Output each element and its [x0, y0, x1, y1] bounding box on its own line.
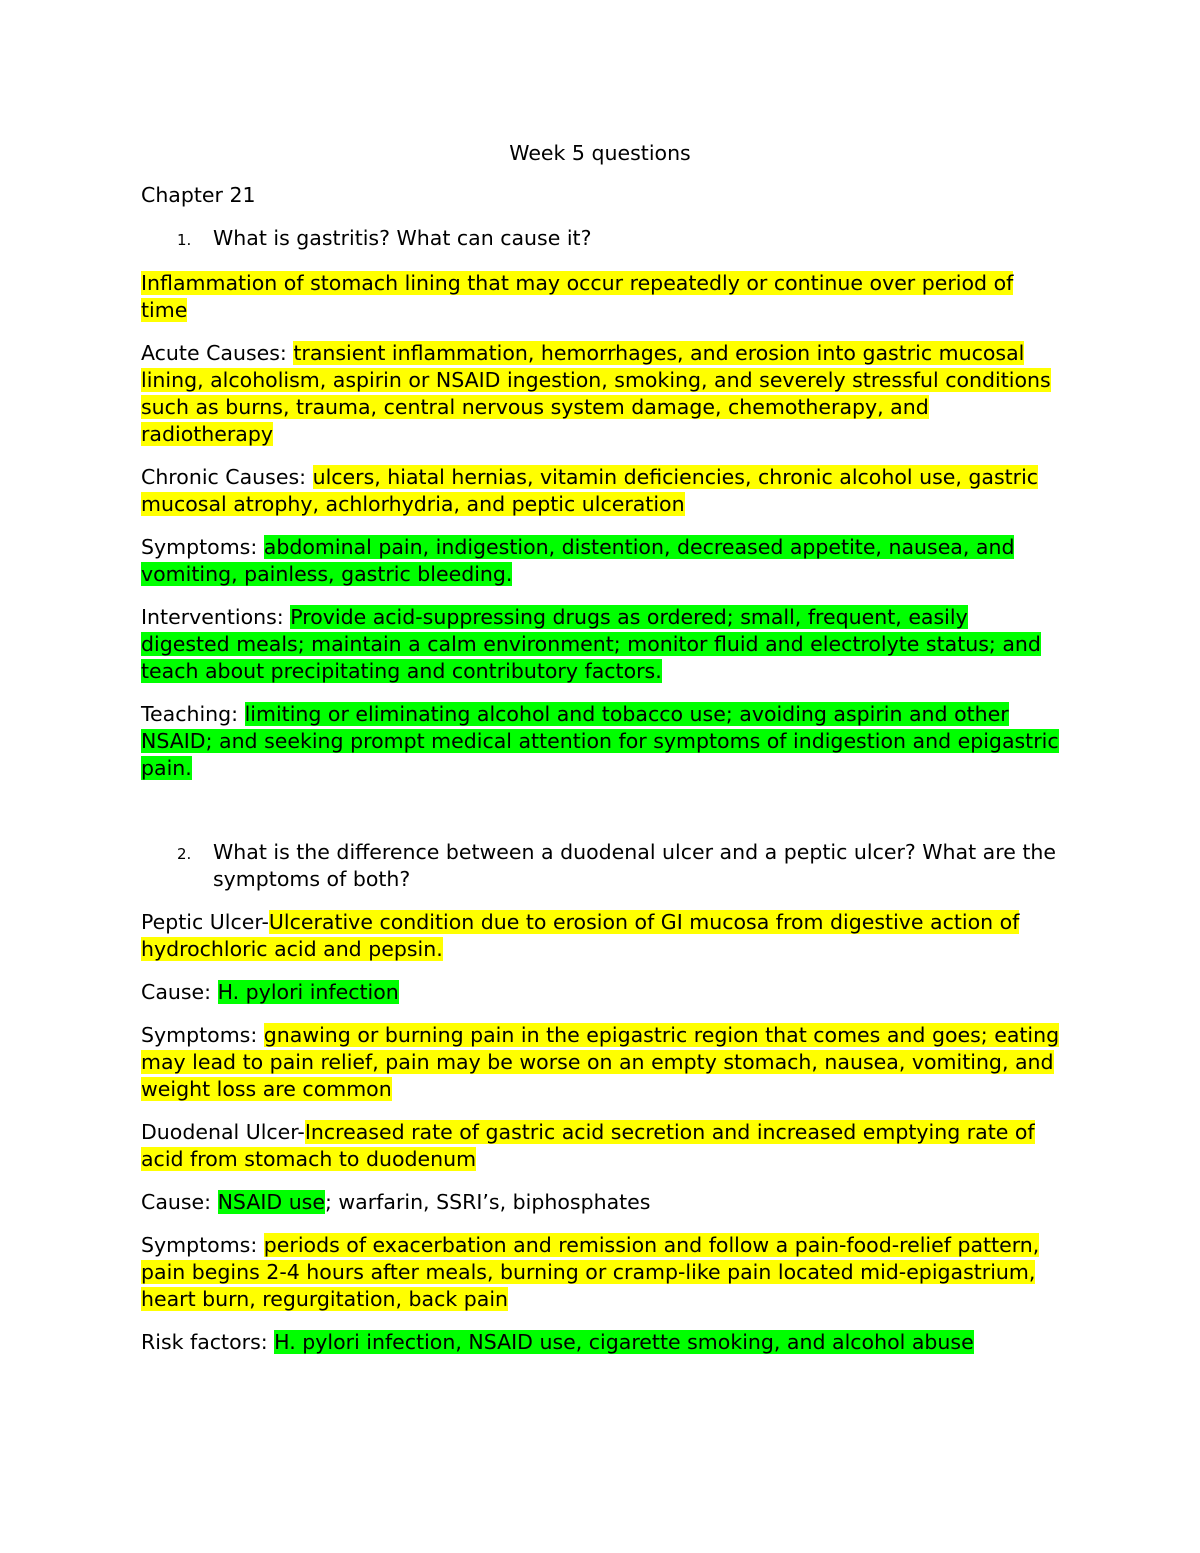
peptic-ulcer-definition	[141, 909, 1060, 963]
highlight-green: Provide acid-suppressing drugs as ordered; small, frequent, easily digested meals; maintain a calm environment; monitor fluid and electrolyte status; and teach about precipitating and contributory factors.	[141, 605, 1041, 683]
paragraph-label: Symptoms:	[141, 1023, 264, 1047]
paragraph-label: Cause:	[141, 1190, 218, 1214]
question-number: 1.	[177, 231, 192, 249]
paragraph-label: Interventions:	[141, 605, 291, 629]
highlight-green: NSAID use	[217, 1190, 325, 1214]
highlight-yellow: Inflammation of stomach lining that may occur repeatedly or continue over period of time	[141, 271, 1014, 322]
chronic-causes	[141, 464, 1060, 518]
peptic-ulcer-cause	[141, 979, 1060, 1006]
highlight-yellow: Increased rate of gastric acid secretion and increased emptying rate of acid from stomach to duodenum	[141, 1120, 1035, 1171]
paragraph-label: Risk factors:	[141, 1330, 275, 1354]
highlight-yellow: Ulcerative condition due to erosion of GI mucosa from digestive action of hydrochloric acid and pepsin.	[141, 910, 1020, 961]
highlight-yellow: ulcers, hiatal hernias, vitamin deficiencies, chronic alcohol use, gastric mucosal atrophy, achlorhydria, and peptic ulceration	[141, 465, 1039, 516]
question-text: What is the difference between a duodenal ulcer and a peptic ulcer? What are the symptoms of both?	[213, 840, 1056, 891]
paragraph-label: Acute Causes:	[141, 341, 294, 365]
paragraph-label: Teaching:	[141, 702, 245, 726]
question-1	[141, 225, 1060, 254]
chapter-heading: Chapter 21	[141, 183, 256, 207]
highlight-yellow: gnawing or burning pain in the epigastric region that comes and goes; eating may lead to pain relief, pain may be worse on an empty stomach, nausea, vomiting, and weight loss are common	[141, 1023, 1060, 1101]
paragraph-label: Duodenal Ulcer-	[141, 1120, 305, 1144]
duodenal-ulcer-symptoms	[141, 1232, 1060, 1313]
acute-causes	[141, 340, 1060, 448]
highlight-yellow: transient inflammation, hemorrhages, and erosion into gastric mucosal lining, alcoholism, aspirin or NSAID ingestion, smoking, and severely stressful conditions such as burns, trauma, central nervous system damage, chemotherapy, and radiotherapy	[141, 341, 1051, 446]
highlight-green: abdominal pain, indigestion, distention, decreased appetite, nausea, and vomiting, painless, gastric bleeding.	[141, 535, 1015, 586]
paragraph-label: Peptic Ulcer-	[141, 910, 269, 934]
highlight-green: H. pylori infection, NSAID use, cigarette smoking, and alcohol abuse	[274, 1330, 974, 1354]
gastritis-teaching	[141, 701, 1060, 782]
highlight-green: H. pylori infection	[217, 980, 399, 1004]
risk-factors	[141, 1329, 1060, 1356]
paragraph-label: Symptoms:	[141, 1233, 264, 1257]
paragraph-label: Chronic Causes:	[141, 465, 313, 489]
question-text: What is gastritis? What can cause it?	[213, 226, 592, 250]
gastritis-definition	[141, 270, 1060, 324]
highlight-green: limiting or eliminating alcohol and tobacco use; avoiding aspirin and other NSAID; and seeking prompt medical attention for symptoms of indigestion and epigastric pain.	[141, 702, 1059, 780]
paragraph-label: Symptoms:	[141, 535, 264, 559]
highlight-yellow: periods of exacerbation and remission and follow a pain-food-relief pattern, pain begins 2-4 hours after meals, burning or cramp-like pain located mid-epigastrium, heart burn, regurgitation, back pain	[141, 1233, 1040, 1311]
peptic-ulcer-symptoms	[141, 1022, 1060, 1103]
gastritis-interventions	[141, 604, 1060, 685]
paragraph-label: Cause:	[141, 980, 218, 1004]
document-title: Week 5 questions	[509, 141, 691, 165]
cause-rest-text: ; warfarin, SSRI’s, biphosphates	[324, 1190, 651, 1214]
question-2	[141, 839, 1060, 893]
duodenal-ulcer-cause	[141, 1189, 1060, 1216]
duodenal-ulcer-definition	[141, 1119, 1060, 1173]
question-number: 2.	[177, 845, 192, 863]
gastritis-symptoms	[141, 534, 1060, 588]
